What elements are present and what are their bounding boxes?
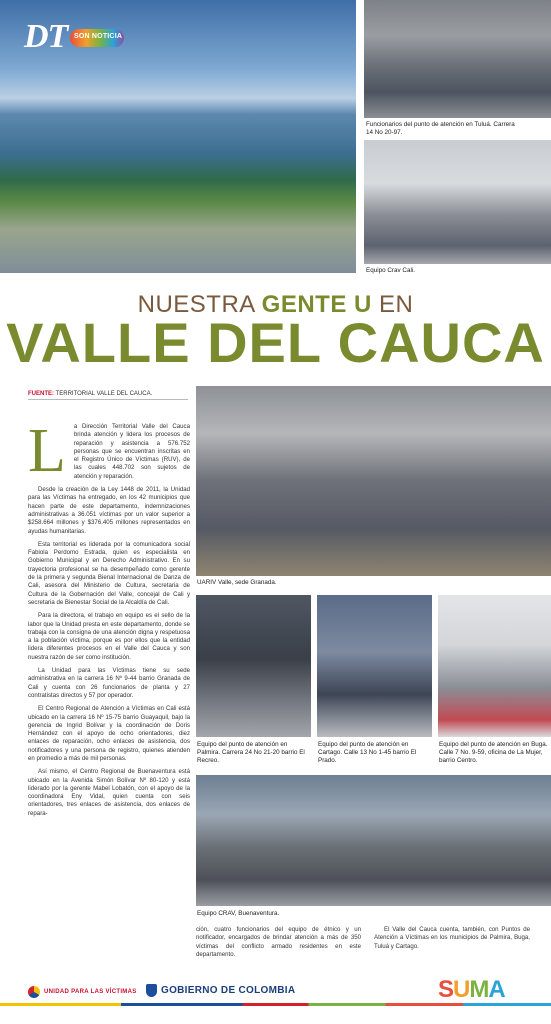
- cartago-team-photo: [317, 595, 432, 737]
- article-paragraph-7: Así mismo, el Centro Regional de Buenaventura está ubicado en la Avenida Simón Bolívar Nº 80-120 y está liderado por la gerente Mabel Lobatón, con el apoyo de la coordinadora Eny Vidal, quien cuenta con seis orientadores, tres enlaces de asistencia, dos enlaces de repara-: [28, 768, 190, 817]
- buga-caption: Equipo del punto de atención en Buga. Calle 7 No. 9-59, oficina de La Mujer, barrio Centro.: [439, 741, 548, 764]
- source-text: TERRITORIAL VALLE DEL CAUCA.: [55, 391, 153, 397]
- article-column-2: [196, 926, 361, 964]
- article-paragraph-8: ción, cuatro funcionarios del equipo de étnico y un notificador, encargados de brindar atención a más de 350 víctimas del conflicto armado residentes en este departamento.: [196, 926, 361, 958]
- dt-logo-tag: SON NOTICIA: [74, 33, 123, 40]
- tulua-team-photo: [364, 0, 551, 118]
- gobierno-name: GOBIERNO DE COLOMBIA: [161, 985, 296, 996]
- headline-word-gente-u: GENTE U: [261, 291, 372, 318]
- footer-suma-logo: [438, 976, 505, 1004]
- article-paragraph-2: Desde la creación de la Ley 1448 de 2011, la Unidad para las Víctimas ha entregado, en los 42 municipios que hacen parte de este departamento, indemnizaciones administrativas a 36.051 víctimas por un valor superior a $258.664 millones y $376.405 millones representados en ayudas humanitarias.: [28, 486, 190, 535]
- granada-team-photo: [196, 386, 551, 576]
- tulua-caption: Funcionarios del punto de atención en Tuluá. Carrera 14 No 20-97.: [366, 121, 515, 136]
- buenaventura-caption: Equipo CRAV, Buenaventura.: [197, 910, 280, 917]
- buga-team-photo: [438, 595, 551, 737]
- headline-word-nuestra: NUESTRA: [137, 291, 255, 318]
- source-label: FUENTE:: [28, 391, 54, 397]
- source-line: [28, 391, 152, 397]
- hero-harbor-photo: [0, 0, 356, 273]
- unidad-name: UNIDAD PARA LAS VÍCTIMAS: [44, 989, 137, 995]
- suma-letter-u: U: [453, 976, 470, 1003]
- article-paragraph-9: El Valle del Cauca cuenta, también, con Puntos de Atención a Víctimas en los municipios de Palmira, Buga, Tuluá y Cartago.: [374, 926, 530, 950]
- article-paragraph-4: Para la directora, el trabajo en equipo es el sello de la labor que la Unidad presta en este departamento, donde se trabaja con la consigna de una atención digna y respetuosa a la población víctima, porque es por ellos que la entidad lidera diferentes procesos en el Valle del Cauca y son nuestra razón de ser como institución.: [28, 612, 190, 661]
- article-paragraph-3: Esta territorial es liderada por la comunicadora social Fabiola Perdomo Estrada, quien es especialista en Gobierno Municipal y en Derecho Administrativo. En su trayectoria profesional se ha desempeñado como gerente de la primera y segunda Bienal Internacional de Danza de Cali, asesora del Ministerio de Cultura, secretaria de Cultura de la Gobernación del Valle, concejal de Cali y secretaria de Bienestar Social de la Alcaldía de Cali.: [28, 540, 190, 606]
- headline-word-en: EN: [379, 291, 414, 318]
- dt-logo: DT: [24, 18, 68, 55]
- drop-cap: L: [28, 417, 66, 485]
- cartago-caption: Equipo del punto de atención en Cartago. Calle 13 No 1-45 barrio El Prado.: [318, 741, 417, 764]
- suma-letter-m: M: [469, 976, 489, 1003]
- footer-gobierno-logo: [146, 984, 295, 997]
- cali-team-photo: [364, 140, 551, 264]
- palmira-team-photo: [196, 595, 311, 737]
- source-divider: [28, 399, 188, 400]
- colombia-shield-icon: [146, 984, 157, 997]
- footer-color-bar: [0, 1003, 551, 1006]
- cali-caption: Equipo Crav Cali.: [366, 267, 415, 274]
- article-paragraph-1: L a Dirección Territorial Valle del Cauca brinda atención y lidera los procesos de reparación y asistencia a 576.752 personas que se encuentran inscritas en el Registro Único de Víctimas (RUV), de las cuales 448.702 son sujetos de atención y reparación.: [28, 417, 190, 485]
- palmira-caption: Equipo del punto de atención en Palmira. Carrera 24 No 21-20 barrio El Recreo.: [197, 741, 305, 764]
- suma-letter-s: S: [438, 976, 454, 1003]
- headline-main: VALLE DEL CAUCA: [6, 311, 545, 374]
- article-column-1: [28, 417, 190, 823]
- footer-unidad-logo: [28, 986, 137, 998]
- unidad-seal-icon: [28, 986, 40, 998]
- buenaventura-team-photo: [196, 775, 551, 906]
- article-column-3: [374, 926, 530, 956]
- granada-caption: UARIV Valle, sede Granada.: [197, 579, 277, 586]
- article-paragraph-6: El Centro Regional de Atención a Víctimas en Cali está ubicado en la carrera 16 Nº 15-75 barrio Guayaquil, bajo la gerencia de Ingrid Bolívar y la coordinación de Doris Hernández con el apoyo de ocho orientadores, diez enlaces de reparación, ocho enlaces de asistencia, dos notificadores y una persona de registro, quienes atienden en promedio a más de mil personas.: [28, 705, 190, 762]
- article-paragraph-5: La Unidad para las Víctimas tiene su sede administrativa en la carrera 16 Nº 9-44 barrio Granada de Cali y cuenta con 26 funcionarios de planta y 27 contratistas directos y 57 por operador.: [28, 667, 190, 699]
- suma-letter-a: A: [488, 976, 505, 1003]
